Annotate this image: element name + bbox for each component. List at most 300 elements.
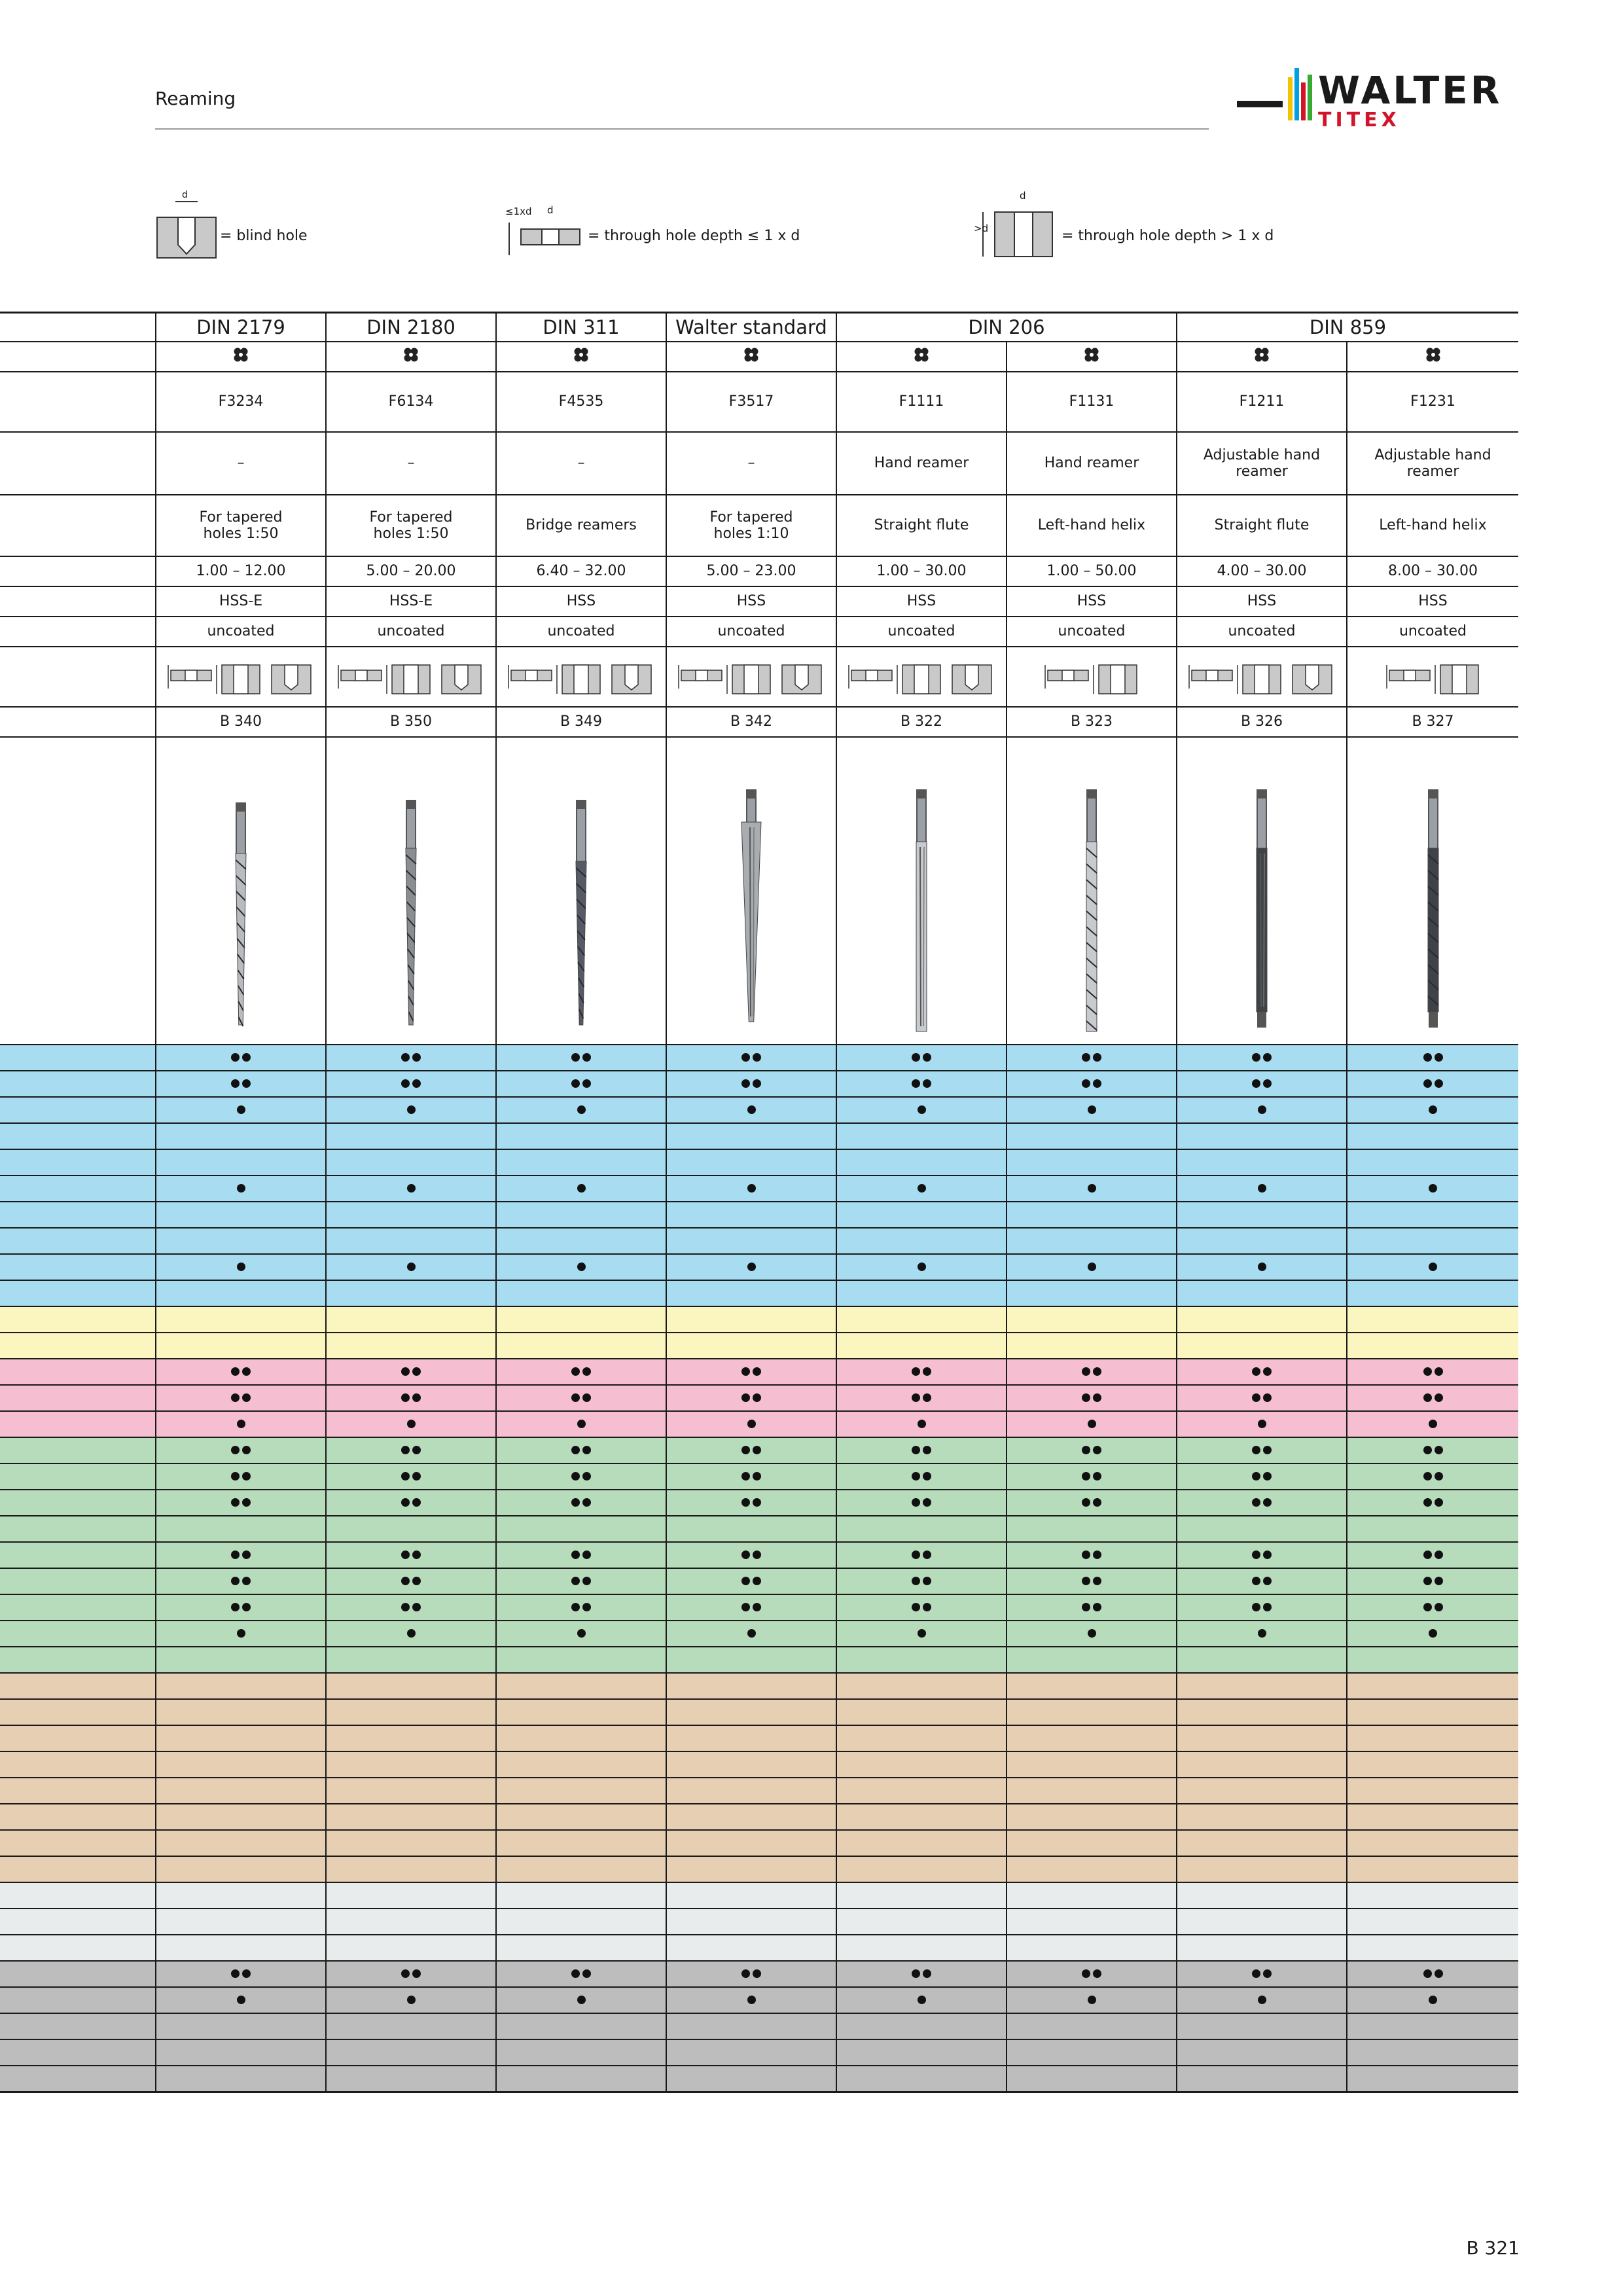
rating-dot: [1263, 1393, 1272, 1402]
rating-cell: [1007, 1647, 1177, 1673]
standard-heading: DIN 2180: [326, 313, 496, 342]
rating-cell: [1347, 1542, 1518, 1568]
rating-cell: [1177, 1333, 1347, 1359]
rating-cell: [156, 1987, 326, 2013]
rating-cell: [836, 2066, 1007, 2092]
row-label-cell: [0, 586, 156, 617]
rating-cell: [1177, 1097, 1347, 1123]
rating-dot: [582, 1498, 591, 1507]
legend-blind-d: d: [182, 190, 188, 200]
rating-dot: [571, 1446, 580, 1454]
rating-cell: [1177, 1804, 1347, 1830]
rating-cell: [836, 1594, 1007, 1621]
rating-dot: [1423, 1053, 1432, 1062]
rating-cell: [1347, 1882, 1518, 1909]
rating-dot: [1423, 1603, 1432, 1611]
rating-cell: [496, 1463, 666, 1490]
hole-types-icon: [1186, 656, 1337, 698]
rating-dot: [753, 1472, 761, 1480]
material-rating-row: [0, 1778, 1518, 1804]
row-label-cell: [0, 1673, 156, 1699]
rating-dot: [1263, 1969, 1272, 1978]
catalog-page-text: B 349: [560, 713, 603, 730]
rating-dot: [1082, 1053, 1090, 1062]
rating-cell: [156, 1306, 326, 1333]
coating-text: uncoated: [377, 623, 445, 639]
coating-text: uncoated: [1228, 623, 1296, 639]
rating-dot: [1435, 1603, 1443, 1611]
type-cell: [836, 432, 1007, 495]
rating-dot: [401, 1969, 410, 1978]
rating-dot: [412, 1577, 421, 1585]
rating-cell: [666, 1045, 836, 1071]
rating-dot: [1263, 1551, 1272, 1559]
rating-cell: [836, 2039, 1007, 2066]
rating-dot: [231, 1551, 240, 1559]
rating-dot: [753, 1969, 761, 1978]
walter-titex-logo: [1237, 62, 1518, 134]
rating-cell: [666, 1463, 836, 1490]
hole-types-cell: [1347, 647, 1518, 707]
rating-dot: [242, 1079, 251, 1088]
rating-cell: [1007, 1778, 1177, 1804]
description-line-2: holes 1:10: [713, 525, 789, 542]
rating-dot: [412, 1393, 421, 1402]
rating-cell: [326, 1935, 496, 1961]
row-label-cell: [0, 647, 156, 707]
material-rating-row: [0, 1516, 1518, 1542]
rating-cell: [1007, 1202, 1177, 1228]
material-rating-row: [0, 1568, 1518, 1594]
rating-cell: [1007, 1385, 1177, 1411]
rating-cell: [1007, 1280, 1177, 1306]
rating-cell: [1007, 1359, 1177, 1385]
rating-cell: [1007, 1175, 1177, 1202]
rating-dot: [1093, 1551, 1101, 1559]
symbol-cell: [836, 342, 1007, 372]
rating-cell: [836, 1385, 1007, 1411]
standard-heading: DIN 206: [836, 313, 1177, 342]
type-row: [0, 432, 1518, 495]
reamer-tool-image: [1394, 744, 1472, 1038]
rating-cell: [1347, 1228, 1518, 1254]
rating-dot: [577, 1105, 586, 1114]
rating-dot: [1082, 1603, 1090, 1611]
rating-dot: [1429, 1629, 1437, 1638]
rating-dot: [1258, 1420, 1266, 1428]
rating-cell: [326, 1045, 496, 1071]
rating-dot: [1093, 1577, 1101, 1585]
coating-cell: [496, 617, 666, 647]
rating-cell: [836, 1961, 1007, 1987]
rating-dot: [923, 1498, 931, 1507]
description-line-1: Left-hand helix: [1379, 517, 1487, 533]
material-rating-row: [0, 1097, 1518, 1123]
rating-dot: [1258, 1105, 1266, 1114]
rating-cell: [666, 1254, 836, 1280]
rating-dot: [231, 1079, 240, 1088]
rating-cell: [156, 1175, 326, 1202]
rating-dot: [242, 1498, 251, 1507]
range-text: 5.00 – 23.00: [706, 563, 796, 579]
rating-cell: [1347, 1699, 1518, 1725]
rating-dot: [741, 1551, 750, 1559]
rating-dot: [401, 1577, 410, 1585]
rating-dot: [1082, 1446, 1090, 1454]
rating-dot: [1088, 1996, 1096, 2004]
code-text: F1131: [1069, 393, 1115, 410]
rating-cell: [666, 1359, 836, 1385]
catalog-page-cell: [156, 707, 326, 737]
row-label-cell: [0, 1306, 156, 1333]
rating-dot: [1263, 1577, 1272, 1585]
reamer-tool-image: [712, 744, 791, 1038]
rating-cell: [326, 1516, 496, 1542]
description-cell: [1347, 495, 1518, 556]
rating-cell: [1347, 1621, 1518, 1647]
material-rating-row: [0, 1149, 1518, 1175]
rating-cell: [326, 1621, 496, 1647]
rating-cell: [666, 1621, 836, 1647]
rating-cell: [156, 1568, 326, 1594]
rating-cell: [156, 1071, 326, 1097]
rating-dot: [401, 1472, 410, 1480]
tool-image-cell: [666, 737, 836, 1045]
rating-cell: [666, 1909, 836, 1935]
rating-dot: [242, 1393, 251, 1402]
rating-cell: [326, 1909, 496, 1935]
range-cell: [1177, 556, 1347, 586]
rating-dot: [1429, 1184, 1437, 1193]
rating-dot: [1435, 1079, 1443, 1088]
rating-dot: [918, 1996, 926, 2004]
code-text: F1211: [1239, 393, 1285, 410]
rating-cell: [156, 1751, 326, 1778]
rating-cell: [836, 1516, 1007, 1542]
row-label-cell: [0, 1856, 156, 1882]
rating-cell: [666, 1333, 836, 1359]
rating-dot: [923, 1551, 931, 1559]
rating-cell: [1007, 1594, 1177, 1621]
rating-cell: [1177, 1228, 1347, 1254]
rating-cell: [1177, 1830, 1347, 1856]
type-cell: [1177, 432, 1347, 495]
rating-cell: [326, 1097, 496, 1123]
rating-cell: [326, 1594, 496, 1621]
rating-dot: [1263, 1498, 1272, 1507]
legend-short-d: d: [547, 204, 554, 216]
rating-cell: [1007, 1254, 1177, 1280]
code-text: F1231: [1410, 393, 1455, 410]
rating-cell: [1007, 2039, 1177, 2066]
rating-cell: [666, 1673, 836, 1699]
rating-dot: [1252, 1393, 1260, 1402]
code-text: F3517: [728, 393, 774, 410]
rating-dot: [741, 1577, 750, 1585]
description-cell: [666, 495, 836, 556]
material-rating-row: [0, 1306, 1518, 1333]
description-line-1: Left-hand helix: [1037, 517, 1146, 533]
rating-cell: [1347, 1333, 1518, 1359]
rating-cell: [1177, 2066, 1347, 2092]
rating-dot: [242, 1446, 251, 1454]
rating-dot: [753, 1577, 761, 1585]
rating-cell: [1007, 1463, 1177, 1490]
rating-cell: [1177, 1463, 1347, 1490]
row-label-cell: [0, 2039, 156, 2066]
rating-dot: [582, 1603, 591, 1611]
rating-cell: [156, 1490, 326, 1516]
rating-cell: [496, 1830, 666, 1856]
rating-dot: [747, 1629, 756, 1638]
rating-cell: [836, 1542, 1007, 1568]
rating-dot: [912, 1079, 920, 1088]
rating-cell: [836, 1071, 1007, 1097]
rating-dot: [401, 1367, 410, 1376]
rating-dot: [741, 1079, 750, 1088]
rating-dot: [741, 1498, 750, 1507]
reamer-symbol-icon: [1425, 346, 1442, 363]
rating-cell: [1347, 1385, 1518, 1411]
rating-dot: [582, 1393, 591, 1402]
description-row: [0, 495, 1518, 556]
catalog-page-cell: [496, 707, 666, 737]
coating-text: uncoated: [1058, 623, 1126, 639]
logo-bar-yellow: [1288, 77, 1293, 120]
rating-cell: [1007, 1961, 1177, 1987]
material-rating-row: [0, 1830, 1518, 1856]
rating-dot: [1429, 1420, 1437, 1428]
rating-cell: [156, 2013, 326, 2039]
code-cell: [1347, 372, 1518, 432]
code-cell: [836, 372, 1007, 432]
code-cell: [666, 372, 836, 432]
rating-cell: [1347, 2013, 1518, 2039]
rating-dot: [747, 1263, 756, 1271]
rating-dot: [1252, 1472, 1260, 1480]
rating-dot: [923, 1053, 931, 1062]
rating-cell: [836, 1333, 1007, 1359]
rating-cell: [1007, 1516, 1177, 1542]
code-cell: [496, 372, 666, 432]
rating-cell: [666, 1202, 836, 1228]
catalog-page-cell: [666, 707, 836, 737]
rating-cell: [666, 1306, 836, 1333]
reamer-symbol-icon: [913, 346, 930, 363]
rating-cell: [1177, 1071, 1347, 1097]
rating-cell: [1177, 1725, 1347, 1751]
rating-cell: [1177, 1437, 1347, 1463]
rating-cell: [156, 1882, 326, 1909]
rating-cell: [496, 1175, 666, 1202]
rating-dot: [242, 1053, 251, 1062]
symbol-cell: [666, 342, 836, 372]
material-rating-row: [0, 1359, 1518, 1385]
hole-types-cell: [1007, 647, 1177, 707]
rating-cell: [666, 1175, 836, 1202]
rating-cell: [326, 1882, 496, 1909]
rating-dot: [231, 1053, 240, 1062]
rating-cell: [496, 1621, 666, 1647]
rating-cell: [1007, 1987, 1177, 2013]
rating-cell: [326, 1123, 496, 1149]
tool-image-cell: [326, 737, 496, 1045]
rating-dot: [923, 1367, 931, 1376]
rating-cell: [666, 1516, 836, 1542]
material-rating-row: [0, 1437, 1518, 1463]
row-label-cell: [0, 1071, 156, 1097]
material-rating-row: [0, 1621, 1518, 1647]
material-rating-row: [0, 1909, 1518, 1935]
reamer-symbol-icon: [1083, 346, 1100, 363]
rating-cell: [1177, 1542, 1347, 1568]
hole-types-cell: [326, 647, 496, 707]
rating-cell: [496, 1123, 666, 1149]
row-label-cell: [0, 372, 156, 432]
description-line-2: holes 1:50: [373, 525, 449, 542]
rating-cell: [156, 2066, 326, 2092]
row-label-cell: [0, 1228, 156, 1254]
material-rating-row: [0, 1045, 1518, 1071]
row-label-cell: [0, 1804, 156, 1830]
legend-blind-label: = blind hole: [220, 228, 308, 244]
row-label-cell: [0, 1333, 156, 1359]
rating-cell: [666, 1280, 836, 1306]
reamer-symbol-icon: [743, 346, 760, 363]
rating-cell: [326, 2013, 496, 2039]
range-text: 8.00 – 30.00: [1388, 563, 1478, 579]
catalog-page-text: B 327: [1412, 713, 1454, 730]
rating-dot: [401, 1393, 410, 1402]
row-label-cell: [0, 1437, 156, 1463]
rating-dot: [1423, 1367, 1432, 1376]
rating-cell: [496, 2039, 666, 2066]
rating-dot: [753, 1367, 761, 1376]
rating-dot: [912, 1603, 920, 1611]
code-text: F4535: [558, 393, 604, 410]
row-label-cell: [0, 707, 156, 737]
rating-dot: [912, 1969, 920, 1978]
material-text: HSS-E: [219, 593, 263, 609]
rating-cell: [1007, 1751, 1177, 1778]
rating-dot: [582, 1551, 591, 1559]
rating-dot: [231, 1603, 240, 1611]
catalog-page-cell: [326, 707, 496, 737]
rating-cell: [156, 1280, 326, 1306]
material-cell: [1177, 586, 1347, 617]
rating-dot: [571, 1603, 580, 1611]
rating-cell: [666, 1804, 836, 1830]
rating-cell: [1007, 1306, 1177, 1333]
rating-cell: [156, 1542, 326, 1568]
rating-dot: [412, 1969, 421, 1978]
rating-cell: [496, 1961, 666, 1987]
description-line-1: Bridge reamers: [526, 517, 637, 533]
rating-dot: [1429, 1105, 1437, 1114]
material-rating-row: [0, 1071, 1518, 1097]
rating-dot: [1093, 1498, 1101, 1507]
rating-cell: [1347, 1751, 1518, 1778]
tool-image-cell: [1347, 737, 1518, 1045]
hole-types-cell: [1177, 647, 1347, 707]
material-rating-row: [0, 1751, 1518, 1778]
legend-long-label: = through hole depth > 1 x d: [1061, 228, 1274, 244]
rating-dot: [1252, 1551, 1260, 1559]
legend-long-side: >d: [974, 223, 989, 234]
rating-cell: [1177, 1123, 1347, 1149]
rating-cell: [156, 1123, 326, 1149]
description-line-1: Straight flute: [874, 517, 969, 533]
rating-cell: [326, 1490, 496, 1516]
rating-dot: [571, 1393, 580, 1402]
material-rating-row: [0, 1463, 1518, 1490]
rating-dot: [1435, 1053, 1443, 1062]
catalog-page-cell: [1177, 707, 1347, 737]
coating-text: uncoated: [1399, 623, 1467, 639]
rating-cell: [836, 1123, 1007, 1149]
rating-cell: [1007, 1568, 1177, 1594]
rating-cell: [156, 1647, 326, 1673]
material-rating-row: [0, 1725, 1518, 1751]
rating-cell: [666, 1123, 836, 1149]
rating-dot: [1258, 1629, 1266, 1638]
rating-dot: [1423, 1577, 1432, 1585]
rating-cell: [666, 1594, 836, 1621]
rating-dot: [1263, 1603, 1272, 1611]
description-cell: [1177, 495, 1347, 556]
rating-cell: [156, 1516, 326, 1542]
rating-cell: [1347, 1935, 1518, 1961]
rating-dot: [231, 1969, 240, 1978]
rating-cell: [496, 1804, 666, 1830]
rating-cell: [836, 1175, 1007, 1202]
rating-cell: [1347, 1097, 1518, 1123]
rating-cell: [1177, 1647, 1347, 1673]
rating-dot: [1429, 1996, 1437, 2004]
row-label-cell: [0, 1987, 156, 2013]
material-cell: [1347, 586, 1518, 617]
material-cell: [836, 586, 1007, 617]
page-number: B 321: [1466, 2237, 1520, 2259]
material-text: HSS: [1077, 593, 1107, 609]
rating-cell: [156, 1804, 326, 1830]
rating-cell: [496, 1647, 666, 1673]
range-cell: [1347, 556, 1518, 586]
rating-dot: [412, 1472, 421, 1480]
material-text: HSS: [1418, 593, 1448, 609]
row-label-cell: [0, 1621, 156, 1647]
rating-cell: [496, 1909, 666, 1935]
rating-cell: [326, 1804, 496, 1830]
rating-dot: [923, 1603, 931, 1611]
rating-cell: [1177, 1411, 1347, 1437]
rating-cell: [496, 1673, 666, 1699]
code-cell: [1007, 372, 1177, 432]
rating-dot: [1263, 1079, 1272, 1088]
rating-dot: [231, 1577, 240, 1585]
rating-cell: [836, 1909, 1007, 1935]
rating-dot: [1423, 1446, 1432, 1454]
rating-cell: [496, 1333, 666, 1359]
rating-cell: [326, 1306, 496, 1333]
legend-short-label: = through hole depth ≤ 1 x d: [588, 228, 800, 244]
rating-dot: [1435, 1551, 1443, 1559]
rating-dot: [912, 1551, 920, 1559]
rating-cell: [156, 1725, 326, 1751]
row-label-cell: [0, 556, 156, 586]
rating-cell: [836, 1359, 1007, 1385]
rating-dot: [577, 1184, 586, 1193]
